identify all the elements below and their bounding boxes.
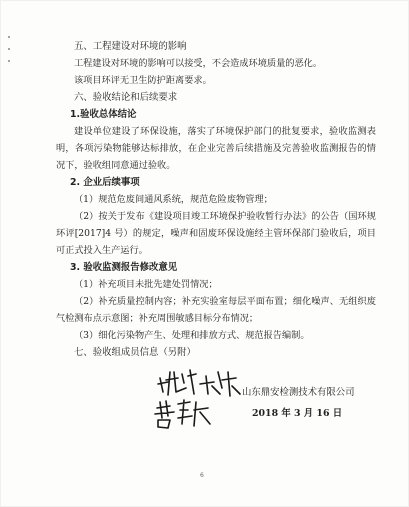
- list-item: （1）补充项目未批先建处罚情况；: [74, 279, 218, 290]
- margin-marks: [8, 36, 10, 72]
- list-item: （2）补充质量控制内容；补充实验室每层平面布置；细化噪声、无组织废气检测布点示意图；补充周围敏感目标分布情况；: [56, 296, 376, 324]
- list-item: （2）按关于发布《建设项目竣工环境保护验收暂行办法》的公告（国环规环评[2017]4 号）的规定，噪声和固废环保设施经主管环保部门验收后，项目可正式投入生产运行。: [56, 211, 376, 256]
- signing-date: 2018 年 3 月 16 日: [252, 408, 343, 419]
- signature-1: [158, 370, 196, 395]
- paragraph: 工程建设对环境的影响可以接受，不会造成环境质量的恶化。: [74, 58, 323, 69]
- list-item: （3）细化污染物产生、处理和排放方式、规范报告编制。: [74, 330, 310, 341]
- list-item: （1）规范危废间通风系统，规范危险废物管理；: [74, 194, 273, 205]
- paragraph: 该项目环评无卫生防护距离要求。: [74, 75, 212, 86]
- subheading-conclusion: 1.验收总体结论: [70, 109, 137, 120]
- company-name: 山东鼎安检测技术有限公司: [242, 387, 355, 398]
- subheading-followup: 2. 企业后续事项: [70, 177, 140, 188]
- document-body: [56, 38, 376, 361]
- section-heading-6: 六、验收结论和后续要求: [74, 92, 178, 103]
- page-number: 6: [200, 472, 204, 479]
- conclusion-paragraph: 建设单位建设了环保设施，落实了环境保护部门的批复要求，验收监测表明，各项污染物能够达标排放，在企业完善后续措施及完善验收监测报告的情况下，验收组同意通过验收。: [56, 126, 376, 171]
- section-heading-7: 七、验收组成员信息（另附）: [74, 347, 196, 358]
- signature-2: [200, 372, 240, 396]
- section-heading-5: 五、工程建设对环境的影响: [74, 41, 187, 52]
- signature-3: [155, 400, 210, 428]
- subheading-revisions: 3. 验收监测报告修改意见: [70, 262, 178, 273]
